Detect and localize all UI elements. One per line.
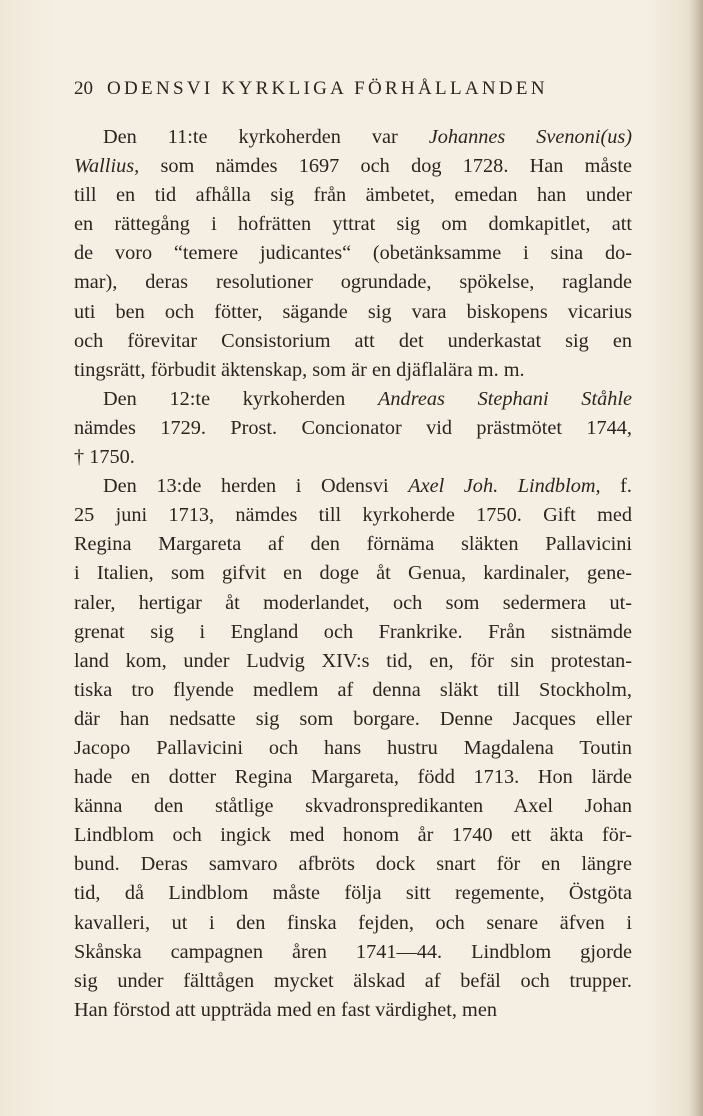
text-segment: † 1750. [74,446,135,469]
text-segment: 25 juni 1713, nämdes till kyrkoherde 1750. Gift med [74,504,632,527]
text-line [74,472,632,501]
text-segment: tingsrätt, förbudit äktenskap, som är en djäflalära m. m. [74,358,525,381]
italic-name: Johannes Svenoni(us) [428,126,632,148]
text-line [74,821,632,850]
text-line [74,123,632,152]
text-segment: Lindblom och ingick med honom år 1740 ett äkta för- [74,824,632,847]
text-line [74,967,632,996]
text-segment: tiska tro flyende medlem af denna släkt till Stockholm, [74,678,632,701]
text-line [74,909,632,938]
text-line [74,239,632,268]
running-header [74,78,634,108]
text-segment: kavalleri, ut i den finska fejden, och senare äfven i [74,911,632,934]
text-segment: uti ben och fötter, sägande sig vara biskopens vicarius [74,300,632,323]
text-line [74,705,632,734]
text-line [74,647,632,676]
text-segment: mar), deras resolutioner ogrundade, spökelse, raglande [74,271,632,294]
text-segment: grenat sig i England och Frankrike. Från sistnämde [74,620,632,643]
text-line [74,734,632,763]
text-line [74,938,632,967]
text-line [74,356,632,385]
text-segment: nämdes 1729. Prost. Concionator vid prästmötet 1744, [74,416,632,439]
text-segment: en rättegång i hofrätten yttrat sig om domkapitlet, att [74,213,632,236]
text-segment: Den 13:de herden i Odensvi [103,475,409,498]
text-segment: de voro “temere judicantes“ (obetänksamme i sina do- [74,242,632,265]
text-line [74,181,632,210]
text-segment: där han nedsatte sig som borgare. Denne Jacques eller [74,707,632,730]
text-line [74,618,632,647]
text-line [74,414,632,443]
text-segment: i Italien, som gifvit en doge åt Genua, kardinaler, gene- [74,562,632,585]
body-text [74,123,632,1025]
text-line [74,268,632,297]
text-segment: tid, då Lindblom måste följa sitt regemente, Östgöta [74,882,632,905]
text-segment: Den 11:te kyrkoherden var [103,126,429,148]
text-line [74,792,632,821]
italic-name: Wallius, [74,155,140,178]
text-segment: Han förstod att uppträda med en fast värdighet, men [74,998,497,1021]
text-line [74,996,632,1025]
text-line [74,879,632,908]
text-segment: Skånska campagnen åren 1741—44. Lindblom gjorde [74,940,632,963]
text-segment: känna den ståtlige skvadronspredikanten Axel Johan [74,795,632,818]
text-line [74,327,632,356]
text-segment: f. [600,475,632,498]
running-title: ODENSVI KYRKLIGA FÖRHÅLLANDEN [107,78,548,99]
text-segment: raler, hertigar åt moderlandet, och som sedermera ut- [74,591,632,614]
text-line [74,559,632,588]
text-segment: bund. Deras samvaro afbröts dock snart för en längre [74,853,632,876]
text-segment: Regina Margareta af den förnäma släkten Pallavicini [74,533,632,556]
text-segment: sig under fälttågen mycket älskad af befäl och trupper. [74,969,632,992]
text-segment: som nämdes 1697 och dog 1728. Han måste [139,155,632,178]
text-line [74,530,632,559]
text-line [74,210,632,239]
text-segment: land kom, under Ludvig XIV:s tid, en, för sin protestan- [74,649,632,672]
italic-name: Axel Joh. Lindblom, [408,475,601,498]
text-segment: Den 12:te kyrkoherden [103,387,379,410]
text-segment: Jacopo Pallavicini och hans hustru Magdalena Toutin [74,736,632,759]
text-line [74,152,632,181]
text-line [74,298,632,327]
text-line [74,385,632,414]
page-number: 20 [74,78,93,99]
text-segment: hade en dotter Regina Margareta, född 1713. Hon lärde [74,766,632,789]
text-line [74,443,632,472]
text-segment: till en tid afhålla sig från ämbetet, emedan han under [74,184,632,207]
text-line [74,589,632,618]
text-segment: och förevitar Consistorium att det underkastat sig en [74,329,632,352]
italic-name: Andreas Stephani Ståhle [378,387,632,410]
text-line [74,501,632,530]
text-line [74,763,632,792]
page-gutter-shadow [689,0,703,1116]
text-line [74,850,632,879]
text-line [74,676,632,705]
